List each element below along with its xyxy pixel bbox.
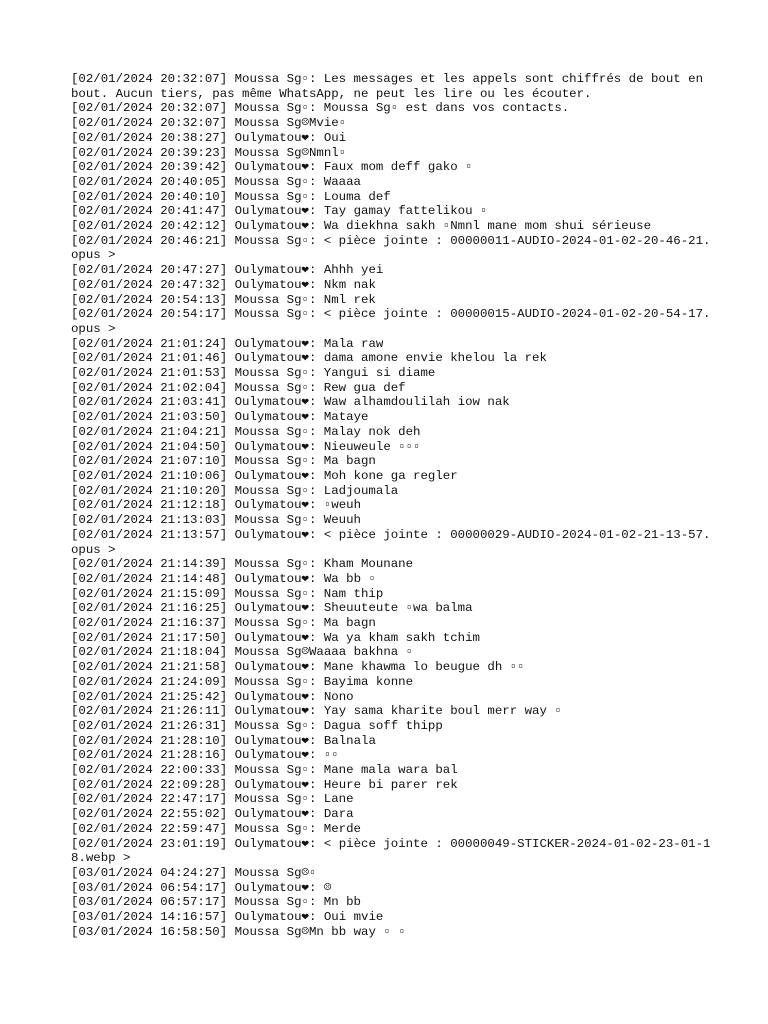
message-line: [02/01/2024 20:39:23] Moussa Sg☹Nmnl▫ — [71, 145, 347, 160]
message-line: [02/01/2024 21:18:04] Moussa Sg☹Waaaa bakhna ▫ — [71, 645, 414, 660]
message-line: [03/01/2024 14:16:57] Oulymatou❤: Oui mvie — [71, 910, 384, 925]
message-line: [02/01/2024 21:14:39] Moussa Sg▫: Kham Mounane — [71, 557, 414, 572]
message-line: [02/01/2024 21:24:09] Moussa Sg▫: Bayima konne — [71, 674, 414, 689]
message-line: [02/01/2024 20:40:05] Moussa Sg▫: Waaaa — [71, 174, 361, 189]
message-line: [02/01/2024 21:03:50] Oulymatou❤: Mataye — [71, 410, 369, 425]
message-line: [02/01/2024 21:16:37] Moussa Sg▫: Ma bagn — [71, 616, 376, 631]
chat-transcript — [71, 72, 711, 939]
message-line: [02/01/2024 20:39:42] Oulymatou❤: Faux mom deff gako ▫ — [71, 160, 473, 175]
message-line: [02/01/2024 21:28:16] Oulymatou❤: ▫▫ — [71, 748, 339, 763]
message-line: [02/01/2024 21:15:09] Moussa Sg▫: Nam thip — [71, 586, 384, 601]
message-line: [02/01/2024 21:10:06] Oulymatou❤: Moh kone ga regler — [71, 468, 458, 483]
message-line: [02/01/2024 20:32:07] Moussa Sg☹Mvie▫ — [71, 116, 347, 131]
message-line: [02/01/2024 20:47:32] Oulymatou❤: Nkm nak — [71, 277, 376, 292]
message-line: [02/01/2024 21:03:41] Oulymatou❤: Waw alhamdoulilah iow nak — [71, 395, 510, 410]
message-line: [02/01/2024 21:13:03] Moussa Sg▫: Weuuh — [71, 513, 361, 528]
message-line: [02/01/2024 20:47:27] Oulymatou❤: Ahhh yei — [71, 263, 384, 278]
message-line: [02/01/2024 22:47:17] Moussa Sg▫: Lane — [71, 792, 354, 807]
message-line: [02/01/2024 20:32:07] Moussa Sg▫: Moussa Sg▫ est dans vos contacts. — [71, 101, 570, 116]
message-line: [02/01/2024 21:14:48] Oulymatou❤: Wa bb ▫ — [71, 571, 376, 586]
message-line: [02/01/2024 21:26:11] Oulymatou❤: Yay sama kharite boul merr way ▫ — [71, 704, 562, 719]
message-line: [02/01/2024 21:01:24] Oulymatou❤: Mala raw — [71, 336, 384, 351]
message-line: [02/01/2024 20:54:17] Moussa Sg▫: < pièce jointe : 00000015-AUDIO-2024-01-02-20-54-17.opus > — [71, 307, 711, 336]
message-line: [03/01/2024 16:58:50] Moussa Sg☹Mn bb way ▫ ▫ — [71, 924, 406, 939]
message-line: [02/01/2024 20:40:10] Moussa Sg▫: Louma def — [71, 189, 391, 204]
message-line: [02/01/2024 21:17:50] Oulymatou❤: Wa ya kham sakh tchim — [71, 630, 480, 645]
message-line: [02/01/2024 22:09:28] Oulymatou❤: Heure bi parer rek — [71, 777, 458, 792]
message-line: [02/01/2024 21:04:21] Moussa Sg▫: Malay nok deh — [71, 424, 421, 439]
message-line: [02/01/2024 22:00:33] Moussa Sg▫: Mane mala wara bal — [71, 763, 458, 778]
message-line: [02/01/2024 20:41:47] Oulymatou❤: Tay gamay fattelikou ▫ — [71, 204, 488, 219]
message-line: [02/01/2024 21:28:10] Oulymatou❤: Balnala — [71, 733, 376, 748]
message-line: [02/01/2024 20:32:07] Moussa Sg▫: Les messages et les appels sont chiffrés de bout en bout. Aucun tiers, pas même WhatsApp, ne peut les lire ou les écouter. — [71, 72, 711, 101]
message-line: [02/01/2024 21:16:25] Oulymatou❤: Sheuuteute ▫wa balma — [71, 601, 473, 616]
message-line: [02/01/2024 21:25:42] Oulymatou❤: Nono — [71, 689, 354, 704]
message-line: [02/01/2024 21:26:31] Moussa Sg▫: Dagua soff thipp — [71, 718, 443, 733]
message-line: [03/01/2024 04:24:27] Moussa Sg☹▫ — [71, 865, 317, 880]
message-line: [02/01/2024 23:01:19] Oulymatou❤: < pièce jointe : 00000049-STICKER-2024-01-02-23-01-18.webp > — [71, 836, 711, 866]
message-line: [02/01/2024 20:42:12] Oulymatou❤: Wa diekhna sakh ▫Nmnl mane mom shui sérieuse — [71, 219, 652, 234]
message-line: [02/01/2024 20:38:27] Oulymatou❤: Oui — [71, 130, 347, 145]
message-line: [02/01/2024 21:04:50] Oulymatou❤: Nieuweule ▫▫▫ — [71, 439, 421, 454]
message-line: [02/01/2024 21:12:18] Oulymatou❤: ▫weuh — [71, 498, 362, 513]
message-line: [02/01/2024 20:46:21] Moussa Sg▫: < pièce jointe : 00000011-AUDIO-2024-01-02-20-46-21.opus > — [71, 233, 711, 263]
message-line: [02/01/2024 21:01:46] Oulymatou❤: dama amone envie khelou la rek — [71, 351, 547, 366]
message-line: [03/01/2024 06:54:17] Oulymatou❤: ☹ — [71, 880, 332, 895]
message-line: [02/01/2024 21:02:04] Moussa Sg▫: Rew gua def — [71, 380, 406, 395]
message-line: [02/01/2024 21:10:20] Moussa Sg▫: Ladjoumala — [71, 483, 399, 498]
message-line: [02/01/2024 21:01:53] Moussa Sg▫: Yangui si diame — [71, 366, 436, 381]
message-line: [02/01/2024 22:59:47] Moussa Sg▫: Merde — [71, 821, 361, 836]
message-line: [02/01/2024 21:13:57] Oulymatou❤: < pièce jointe : 00000029-AUDIO-2024-01-02-21-13-57.opus > — [71, 527, 711, 557]
message-line: [02/01/2024 21:21:58] Oulymatou❤: Mane khawma lo beugue dh ▫▫ — [71, 660, 525, 675]
message-line: [02/01/2024 20:54:13] Moussa Sg▫: Nml rek — [71, 292, 376, 307]
message-line: [03/01/2024 06:57:17] Moussa Sg▫: Mn bb — [71, 895, 361, 910]
message-line: [02/01/2024 21:07:10] Moussa Sg▫: Ma bagn — [71, 454, 376, 469]
message-line: [02/01/2024 22:55:02] Oulymatou❤: Dara — [71, 807, 354, 822]
